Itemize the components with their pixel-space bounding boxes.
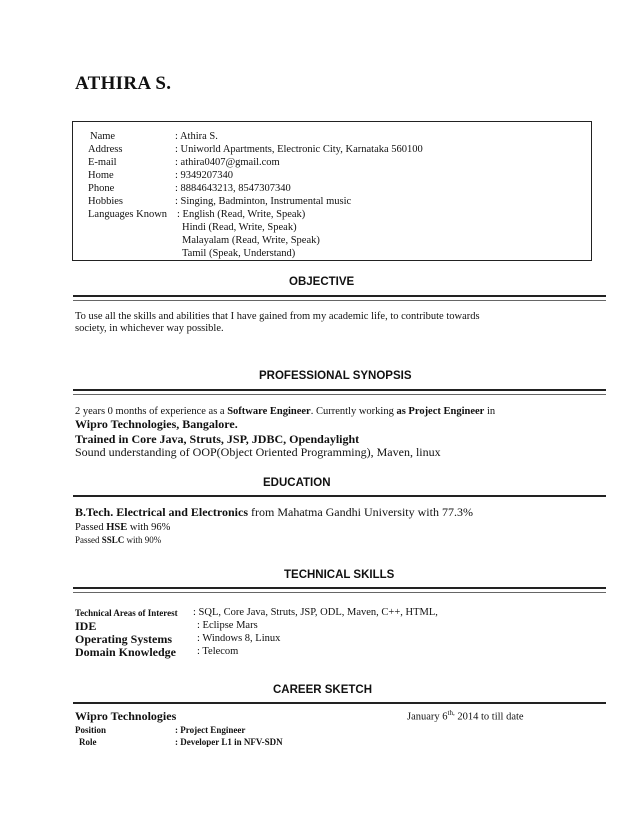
label-email: E-mail [88,157,117,168]
label-phone: Phone [88,183,115,194]
synopsis-line-3: Trained in Core Java, Struts, JSP, JDBC, Opendaylight [75,432,360,446]
value-hobbies: : Singing, Badminton, Instrumental music [175,196,352,207]
education-sslc [75,535,161,545]
label-name: Name [90,131,116,142]
objective-line-2: society, in whichever way possible. [75,323,224,334]
career-rule [73,702,606,704]
skills-domain-value: : Telecom [197,646,239,657]
objective-heading: OBJECTIVE [289,276,355,288]
value-address: : Uniworld Apartments, Electronic City, Karnataka 560100 [175,144,423,155]
value-home: : 9349207340 [175,170,234,181]
synopsis-position: as Project Engineer [396,406,485,417]
career-date-suffix: th, [447,709,455,717]
career-role-value: : Developer L1 in NFV-SDN [175,737,283,747]
career-company: Wipro Technologies [75,709,177,723]
career-date-end: 2014 to till date [454,711,524,723]
value-languages: : English (Read, Write, Speak) [177,209,306,220]
career-position-label: Position [75,725,107,735]
candidate-name: ATHIRA S. [75,73,172,94]
value-email: : athira0407@gmail.com [175,157,280,168]
career-date-start: January 6 [407,711,448,723]
label-home: Home [88,170,114,181]
skills-rule [73,587,606,589]
education-btech-degree: B.Tech. Electrical and Electronics [75,505,248,519]
value-name: : Athira S. [175,131,218,142]
label-address: Address [88,144,123,155]
career-dates [407,709,524,723]
education-rule [73,495,606,497]
objective-rule [73,295,606,297]
skills-ide-label: IDE [75,619,97,633]
value-phone: : 8884643213, 8547307340 [175,183,291,194]
synopsis-text-c: . Currently working [310,406,397,417]
label-languages: Languages Known [88,209,168,220]
synopsis-line-4: Sound understanding of OOP(Object Oriented Programming), Maven, linux [75,445,441,459]
skills-rule-thin [73,592,606,593]
skills-heading: TECHNICAL SKILLS [284,569,395,581]
synopsis-text-e: in [484,406,496,417]
synopsis-rule [73,389,606,391]
skills-domain-label: Domain Knowledge [75,645,177,659]
career-role-label: Role [79,737,97,747]
synopsis-line-1 [75,406,495,417]
synopsis-text-a: 2 years 0 months of experience as a [75,406,228,417]
value-language-tamil: Tamil (Speak, Understand) [182,248,296,259]
education-hse-prefix: Passed [75,522,107,533]
value-language-hindi: Hindi (Read, Write, Speak) [182,222,297,233]
skills-areas-label: Technical Areas of Interest [75,608,178,618]
skills-os-label: Operating Systems [75,632,172,646]
education-btech-detail: from Mahatma Gandhi University with 77.3% [248,505,473,519]
career-heading: CAREER SKETCH [273,684,373,696]
personal-info-box [72,121,592,261]
label-hobbies: Hobbies [88,196,123,207]
objective-line-1: To use all the skills and abilities that I have gained from my academic life, to contribute towards [75,311,480,322]
skills-ide-value: : Eclipse Mars [197,620,258,631]
education-hse-score: with 96% [127,522,171,533]
synopsis-line-2: Wipro Technologies, Bangalore. [75,417,238,431]
skills-areas-value: : SQL, Core Java, Struts, JSP, ODL, Maven, C++, HTML, [193,607,438,618]
skills-os-value: : Windows 8, Linux [197,633,281,644]
education-sslc-label: SSLC [101,535,125,545]
education-btech [75,505,473,520]
education-hse-label: HSE [106,522,128,533]
education-heading: EDUCATION [263,477,331,489]
education-sslc-score: with 90% [124,535,162,545]
value-language-malayalam: Malayalam (Read, Write, Speak) [182,235,320,246]
education-hse [75,522,170,533]
synopsis-rule-thin [73,394,606,395]
synopsis-role: Software Engineer [227,406,311,417]
objective-rule-thin [73,300,606,301]
synopsis-heading: PROFESSIONAL SYNOPSIS [259,370,412,382]
career-position-value: : Project Engineer [175,725,246,735]
education-sslc-prefix: Passed [75,535,102,545]
